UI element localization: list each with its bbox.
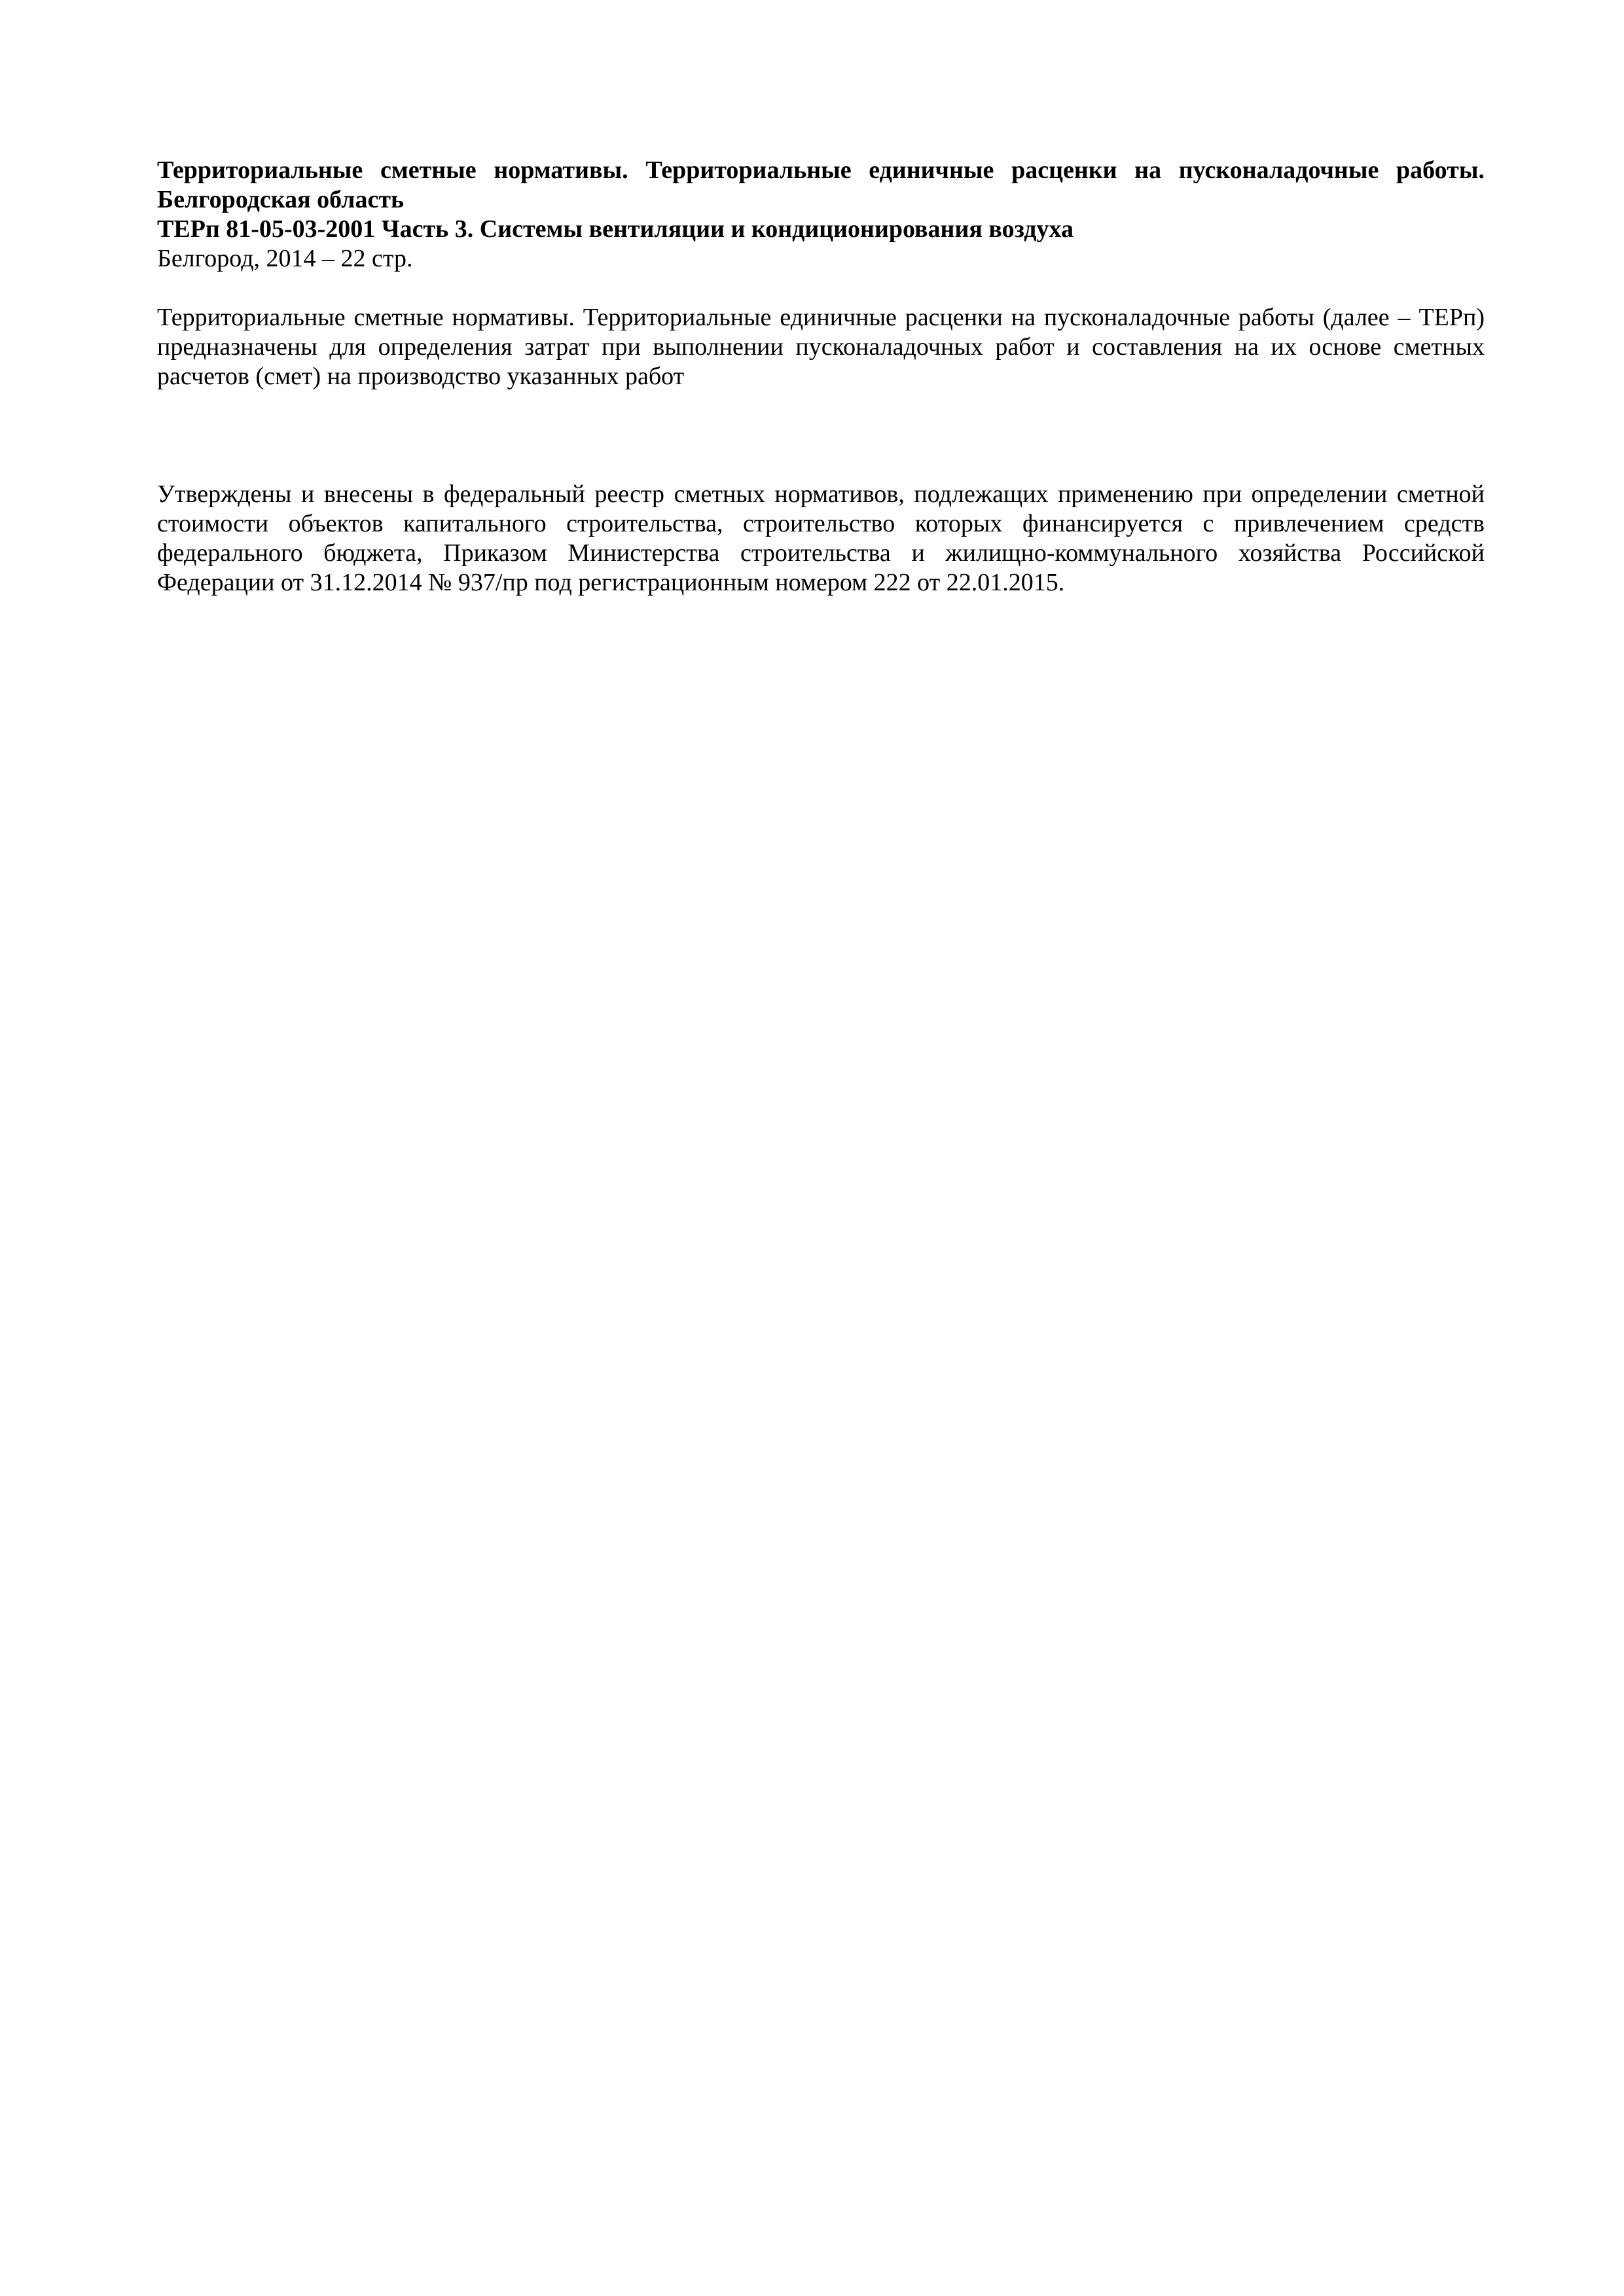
document-title: Территориальные сметные нормативы. Территориальные единичные расценки на пусконаладочные работы. Белгородская область: [157, 156, 1485, 213]
document-page: [157, 156, 1485, 598]
approval-paragraph: Утверждены и внесены в федеральный реестр сметных нормативов, подлежащих применению при определении сметной стоимости объектов капитального строительства, строительство которых финансируется с привлечением средств федерального бюджета, Приказом Министерства строительства и жилищно-коммунального хозяйства Российской Федерации от 31.12.2014 № 937/пр под регистрационным номером 222 от 22.01.2015.: [157, 480, 1485, 596]
description-paragraph: Территориальные сметные нормативы. Территориальные единичные расценки на пусконаладочные работы (далее – ТЕРп) предназначены для определения затрат при выполнении пусконаладочных работ и составления на их основе сметных расчетов (смет) на производство указанных работ: [157, 304, 1485, 390]
document-code-title: ТЕРп 81-05-03-2001 Часть 3. Системы вентиляции и кондиционирования воздуха: [157, 215, 1074, 243]
document-imprint: Белгород, 2014 – 22 стр.: [157, 245, 413, 272]
